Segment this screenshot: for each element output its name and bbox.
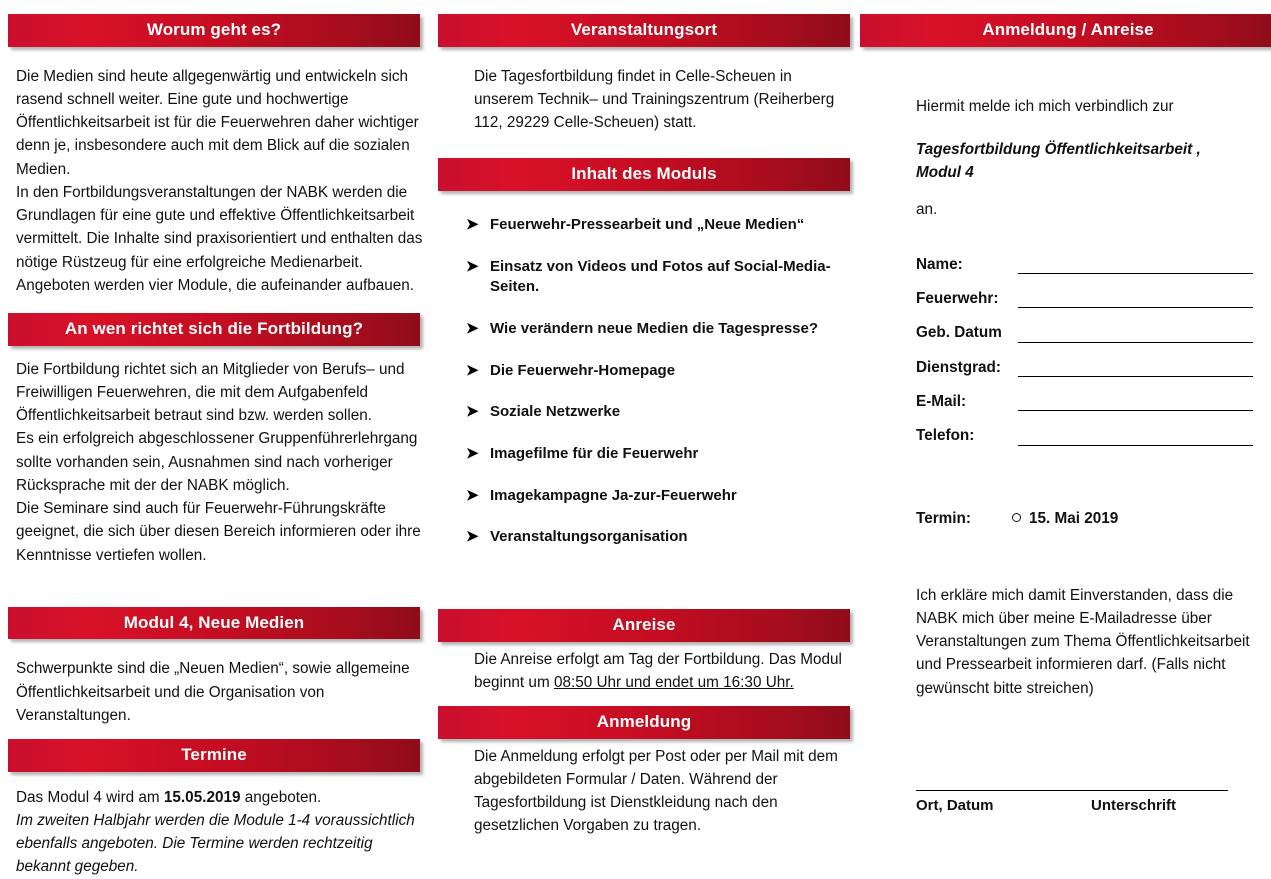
form-label-telefon: Telefon:	[916, 427, 975, 445]
arrow-right-icon: ➤	[466, 361, 479, 379]
registration-course-line-2: Modul 4	[916, 164, 974, 182]
list-item	[438, 257, 860, 298]
arrow-right-icon: ➤	[466, 486, 479, 504]
list-item-label: Die Feuerwehr-Homepage	[490, 361, 676, 379]
list-item-label: Imagekampagne Ja-zur-Feuerwehr	[490, 486, 737, 504]
list-item	[438, 215, 860, 236]
dienstgrad-input[interactable]	[1018, 359, 1253, 377]
termin-row	[916, 510, 1261, 528]
termin-option-label: 15. Mai 2019	[1029, 509, 1119, 527]
termin-option[interactable]	[1012, 510, 1118, 528]
signature-rule	[916, 790, 1261, 791]
veranstaltungsort-text: Die Tagesfortbildung findet in Celle-Scheuen in unserem Technik– und Trainingszentrum (Reiherberg 112, 29229 Celle-Scheuen) statt.	[474, 67, 835, 132]
section-heading-termine: Termine	[8, 739, 420, 772]
termin-label: Termin:	[916, 509, 971, 527]
form-row-geburtsdatum[interactable]	[916, 324, 1261, 342]
list-item	[438, 402, 860, 423]
signature-label: Unterschrift	[1091, 796, 1177, 814]
left-column	[0, 0, 430, 878]
section-heading-zielgruppe: An wen richtet sich die Fortbildung?	[8, 313, 420, 346]
arrow-right-icon: ➤	[466, 528, 479, 546]
form-label-dienstgrad: Dienstgrad:	[916, 358, 1001, 376]
arrow-right-icon: ➤	[466, 444, 479, 462]
form-row-name[interactable]	[916, 256, 1261, 274]
form-row-email[interactable]	[916, 393, 1261, 411]
list-item-label: Wie verändern neue Medien die Tagespresse?	[490, 319, 819, 337]
radio-circle-icon[interactable]	[1012, 513, 1021, 522]
form-label-feuerwehr: Feuerwehr:	[916, 289, 999, 307]
form-row-telefon[interactable]	[916, 427, 1261, 445]
form-row-dienstgrad[interactable]	[916, 359, 1261, 377]
form-label-geburtsdatum: Geb. Datum	[916, 324, 1002, 342]
list-item-label: Veranstaltungsorganisation	[490, 528, 688, 546]
section-heading-worum-geht-es: Worum geht es?	[8, 14, 420, 47]
termine-suffix: angeboten.	[240, 788, 322, 806]
name-input[interactable]	[1018, 256, 1253, 274]
form-label-email: E-Mail:	[916, 392, 967, 410]
signature-place-date-label: Ort, Datum	[916, 796, 994, 814]
registration-course-line-1: Tagesfortbildung Öffentlichkeitsarbeit ,	[916, 140, 1201, 158]
anreise-text-plain: Die Anreise erfolgt am Tag der Fortbildung. Das Modul beginnt um	[474, 650, 842, 691]
intro-paragraph-2: In den Fortbildungsveranstaltungen der NABK werden die Grundlagen für eine gute und effektive Öffentlichkeitsarbeit vermittelt. Die Inhalte sind praxisorientiert und enthalten das nötige Rüstzeug für eine erfolgreiche Medienarbeit. Angeboten werden vier Module, die aufeinander aufbauen.	[16, 183, 423, 294]
termine-outlook: Im zweiten Halbjahr werden die Module 1-4 voraussichtlich ebenfalls angeboten. Die Termine werden rechtzeitig bekannt gegeben.	[16, 811, 415, 876]
consent-text: Ich erkläre mich damit Einverstanden, dass die NABK mich über meine E-Mailadresse über Veranstaltungen zum Thema Öffentlichkeitsarbeit und Pressearbeit informieren darf. (Falls nicht gewünscht bitte streichen)	[916, 586, 1250, 697]
section-heading-veranstaltungsort: Veranstaltungsort	[438, 14, 850, 47]
zielgruppe-paragraph-1: Die Fortbildung richtet sich an Mitglieder von Berufs– und Freiwilligen Feuerwehren, die mit dem Aufgabenfeld Öffentlichkeitsarbeit betraut sind bzw. werden sollen.	[16, 360, 405, 425]
section-heading-modul-4: Modul 4, Neue Medien	[8, 607, 420, 640]
list-item-label: Einsatz von Videos und Fotos auf Social-Media-Seiten.	[490, 257, 831, 296]
section-heading-anmeldung: Anmeldung	[438, 706, 850, 739]
arrow-right-icon: ➤	[466, 403, 479, 421]
zielgruppe-paragraph-3: Die Seminare sind auch für Feuerwehr-Führungskräfte geeignet, die sich über diesen Bereich informieren oder ihre Kenntnisse vertiefen wollen.	[16, 500, 421, 564]
email-input[interactable]	[1018, 393, 1253, 411]
list-item	[438, 361, 860, 382]
registration-intro-end: an.	[916, 201, 938, 219]
feuerwehr-input[interactable]	[1018, 290, 1253, 308]
section-heading-anreise: Anreise	[438, 609, 850, 642]
form-label-name: Name:	[916, 255, 963, 273]
anreise-time-underlined: 08:50 Uhr und endet um 16:30 Uhr.	[553, 673, 794, 691]
termine-date: 15.05.2019	[163, 788, 241, 806]
modul-4-paragraph: Schwerpunkte sind die „Neuen Medien“, sowie allgemeine Öffentlichkeitsarbeit und die Organisation von Veranstaltungen.	[16, 660, 410, 724]
list-item	[438, 319, 860, 340]
termine-date-line	[8, 786, 430, 809]
form-row-feuerwehr[interactable]	[916, 290, 1261, 308]
arrow-right-icon: ➤	[466, 257, 479, 275]
zielgruppe-paragraph-2: Es ein erfolgreich abgeschlossener Gruppenführerlehrgang sollte vorhanden sein, Ausnahmen sind nach vorheriger Rücksprache mit der der NABK möglich.	[16, 430, 418, 494]
list-item	[438, 486, 860, 507]
telefon-input[interactable]	[1018, 428, 1253, 446]
arrow-right-icon: ➤	[466, 319, 479, 337]
anmeldung-text: Die Anmeldung erfolgt per Post oder per Mail mit dem abgebildeten Formular / Daten. Während der Tagesfortbildung ist Dienstkleidung nach den gesetzlichen Vorgaben zu tragen.	[474, 747, 838, 835]
intro-paragraph-1: Die Medien sind heute allgegenwärtig und entwickeln sich rasend schnell weiter. Eine gute und hochwertige Öffentlichkeitsarbeit ist für die Feuerwehren daher wichtiger denn je, insbesondere auch mit dem Blick auf die sozialen Medien.	[16, 67, 419, 178]
signature-labels	[916, 797, 1261, 814]
section-heading-anmeldung-anreise: Anmeldung / Anreise	[860, 14, 1271, 47]
termine-prefix: Das Modul 4 wird am	[16, 788, 164, 806]
right-column	[860, 0, 1271, 878]
module-content-list	[438, 215, 860, 548]
registration-intro: Hiermit melde ich mich verbindlich zur	[916, 97, 1174, 115]
list-item	[438, 444, 860, 465]
list-item-label: Feuerwehr-Pressearbeit und „Neue Medien“	[490, 215, 805, 233]
list-item-label: Soziale Netzwerke	[490, 403, 621, 421]
list-item-label: Imagefilme für die Feuerwehr	[490, 444, 699, 462]
arrow-right-icon: ➤	[466, 215, 479, 233]
anreise-text	[438, 648, 860, 695]
section-heading-inhalt-des-moduls: Inhalt des Moduls	[438, 158, 850, 191]
list-item	[438, 527, 860, 548]
geburtsdatum-input[interactable]	[1018, 325, 1253, 343]
middle-column	[430, 0, 860, 878]
